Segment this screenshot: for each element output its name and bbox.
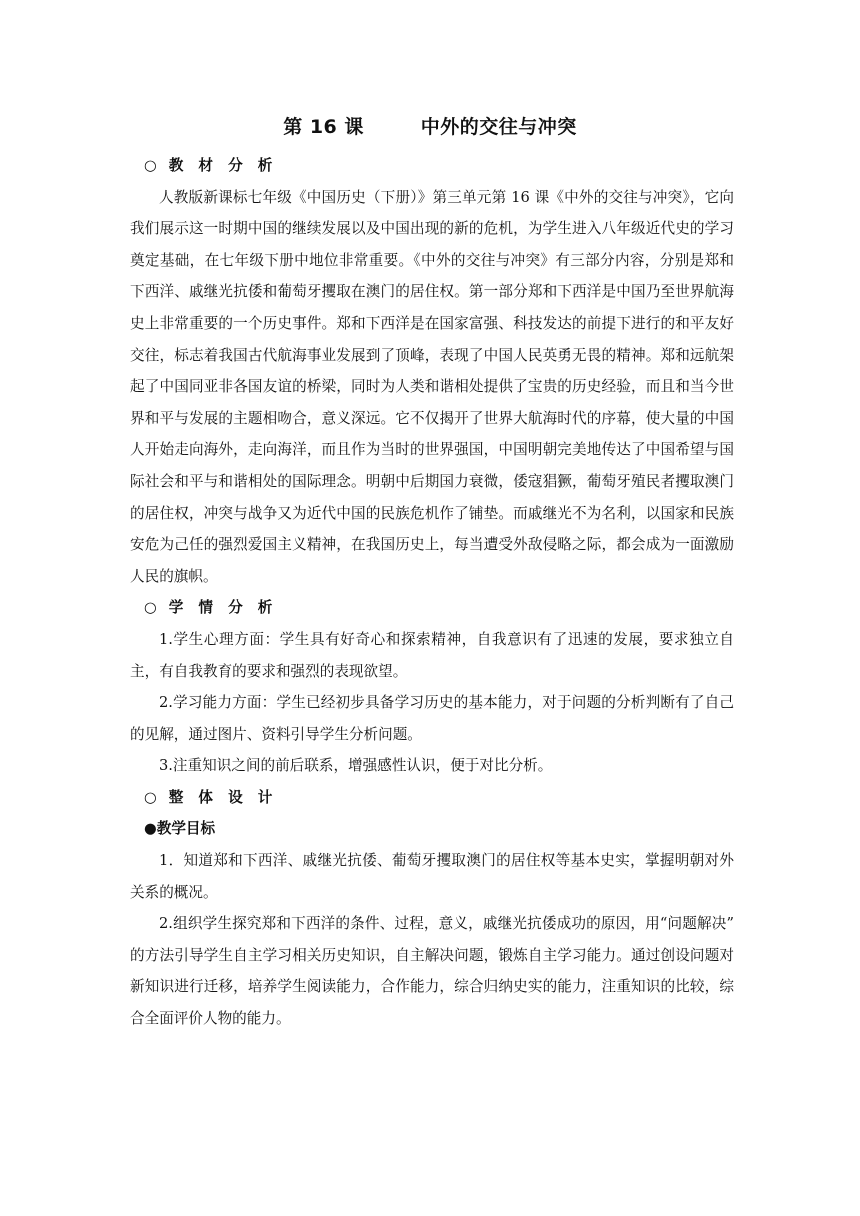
student-analysis-item: 3.注重知识之间的前后联系，增强感性认识，便于对比分析。 [159, 757, 553, 775]
section-heading-label: 整 体 设 计 [168, 788, 278, 806]
teaching-goal-item: 2.组织学生探究郑和下西洋的条件、过程，意义，戚继光抗倭成功的原因，用“问题解决” 的方法引导学生自主学习相关历史知识，自主解决问题，锻炼自主学习能力。通过创设问题对新知识进行迁移，培养学生阅读能力，合作能力，综合归纳史实的能力，注重知识的比较，综合全面评价人物的能力。 [130, 915, 734, 1028]
section-heading-label: 学 情 分 析 [168, 599, 278, 617]
circle-bullet-icon: ○ [144, 599, 157, 617]
document-body [130, 150, 734, 1035]
lesson-title: 第 16 课 中外的交往与冲突 [283, 116, 577, 138]
section-heading-textbook-analysis [130, 150, 734, 182]
section-heading-student-analysis [130, 592, 734, 624]
section-heading-label: 教 材 分 析 [168, 157, 278, 174]
student-analysis-item: 2.学习能力方面：学生已经初步具备学习历史的基本能力，对于问题的分析判断有了自己的见解，通过图片、资料引导学生分析问题。 [130, 694, 734, 743]
teaching-goals-heading: ●教学目标 [144, 820, 216, 838]
textbook-analysis-paragraph: 人教版新课标七年级《中国历史（下册）》第三单元第 16 课《中外的交往与冲突》，它向我们展示这一时期中国的继续发展以及中国出现的新的危机，为学生进入八年级近代史的学习奠定基础，在七年级下册中地位非常重要。《中外的交往与冲突》有三部分内容，分别是郑和下西洋、戚继光抗倭和葡萄牙攫取在澳门的居住权。第一部分郑和下西洋是中国乃至世界航海史上非常重要的一个历史事件。郑和下西洋是在国家富强、科技发达的前提下进行的和平友好交往，标志着我国古代航海事业发展到了顶峰，表现了中国人民英勇无畏的精神。郑和远航架起了中国同亚非各国友谊的桥梁，同时为人类和谐相处提供了宝贵的历史经验，而且和当今世界和平与发展的主题相吻合，意义深远。它不仅揭开了世界大航海时代的序幕，使大量的中国人开始走向海外，走向海洋，而且作为当时的世界强国，中国明朝完美地传达了中国希望与国际社会和平与和谐相处的国际理念。明朝中后期国力衰微，倭寇猖獗，葡萄牙殖民者攫取澳门的居住权，冲突与战争又为近代中国的民族危机作了铺垫。而戚继光不为名利，以国家和民族安危为己任的强烈爱国主义精神，在我国历史上，每当遭受外敌侵略之际，都会成为一面激励人民的旗帜。 [130, 188, 734, 585]
teaching-goal-item: 1．知道郑和下西洋、戚继光抗倭、葡萄牙攫取澳门的居住权等基本史实，掌握明朝对外关系的概况。 [130, 852, 734, 901]
circle-bullet-icon: ○ [144, 788, 157, 806]
section-heading-overall-design [130, 782, 734, 814]
circle-bullet-icon: ○ [144, 157, 157, 174]
student-analysis-item: 1.学生心理方面：学生具有好奇心和探索精神，自我意识有了迅速的发展，要求独立自主，有自我教育的要求和强烈的表现欲望。 [130, 630, 734, 680]
